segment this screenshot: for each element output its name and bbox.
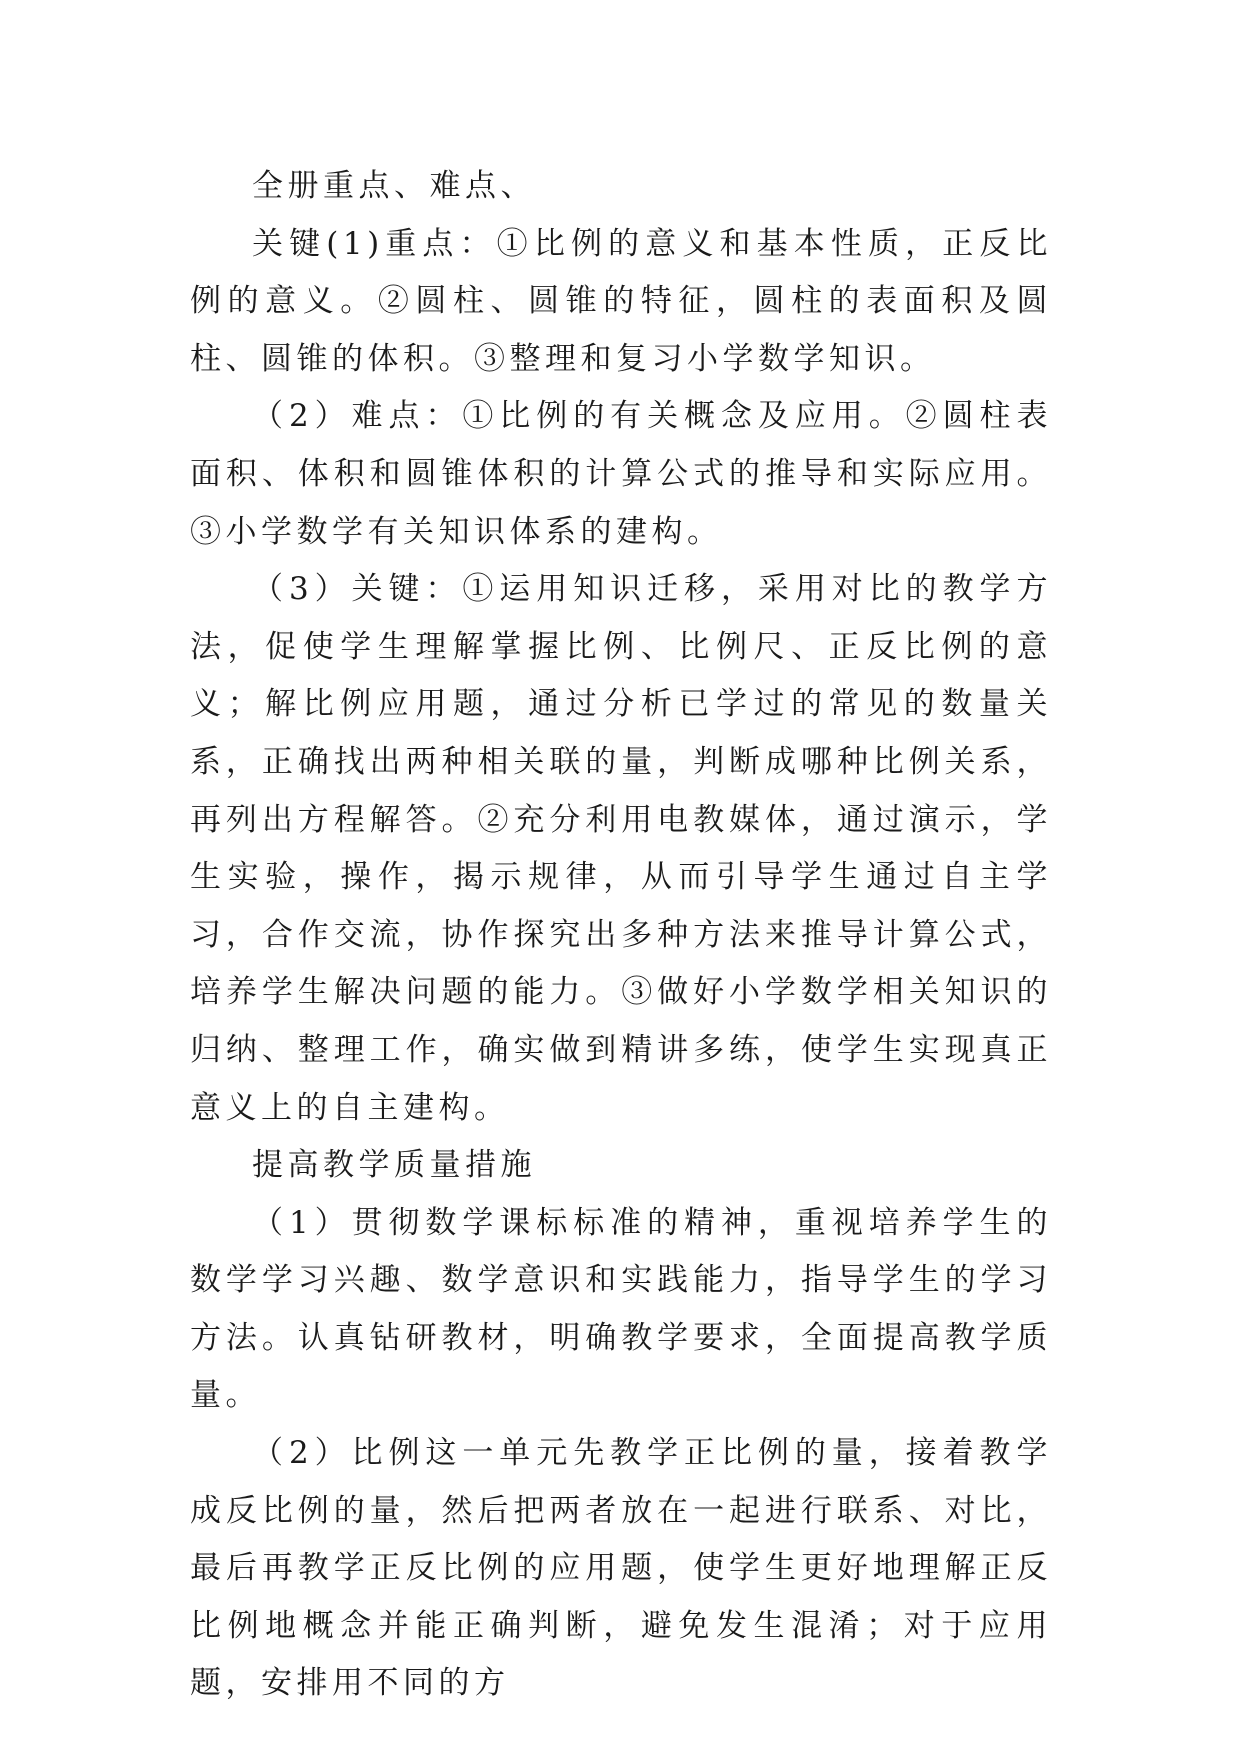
paragraph-measure-1: （1）贯彻数学课标标准的精神，重视培养学生的数学学习兴趣、数学意识和实践能力，指导学生的学习方法。认真钻研教材，明确教学要求，全面提高教学质量。 xyxy=(190,1204,1052,1414)
heading-key-points: 全册重点、难点、 xyxy=(252,168,536,204)
paragraph-keys: （3）关键：①运用知识迁移，采用对比的教学方法，促使学生理解掌握比例、比例尺、正反比例的意义；解比例应用题，通过分析已学过的常见的数量关系，正确找出两种相关联的量，判断成哪种比例关系，再列出方程解答。②充分利用电教媒体，通过演示，学生实验，操作，揭示规律，从而引导学生通过自主学习，合作交流，协作探究出多种方法来推导计算公式，培养学生解决问题的能力。③做好小学数学相关知识的归纳、整理工作，确实做到精讲多练，使学生实现真正意义上的自主建构。 xyxy=(190,571,1052,1126)
paragraph-difficulties: （2）难点：①比例的有关概念及应用。②圆柱表面积、体积和圆锥体积的计算公式的推导和实际应用。③小学数学有关知识体系的建构。 xyxy=(190,398,1052,550)
heading-quality-measures: 提高教学质量措施 xyxy=(252,1147,536,1184)
paragraph-key-points: 关键(1)重点：①比例的意义和基本性质，正反比例的意义。②圆柱、圆锥的特征，圆柱的表面积及圆柱、圆锥的体积。③整理和复习小学数学知识。 xyxy=(190,225,1052,377)
document-body xyxy=(190,158,1052,1713)
paragraph-measure-2: （2）比例这一单元先教学正比例的量，接着教学成反比例的量，然后把两者放在一起进行联系、对比，最后再教学正反比例的应用题，使学生更好地理解正反比例地概念并能正确判断，避免发生混淆；对于应用题，安排用不同的方 xyxy=(190,1435,1052,1702)
